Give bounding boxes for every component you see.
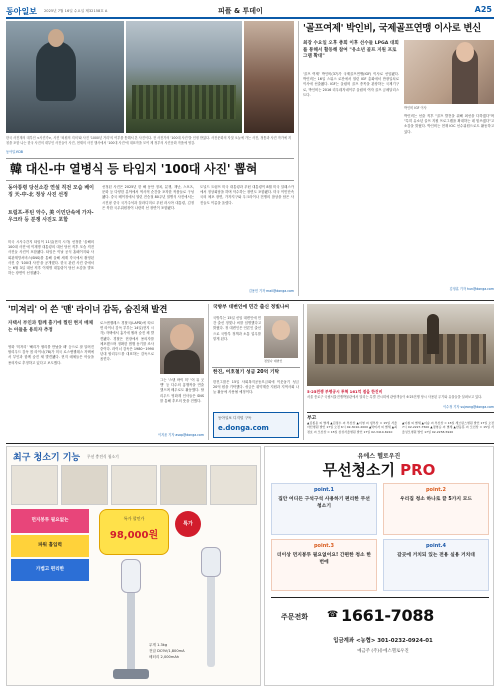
order-phone[interactable]: 1661-7088 xyxy=(341,606,435,625)
vacuum-spec-2: 전압 DC9V/1,800mA xyxy=(149,649,185,653)
hellojin-brand: 유에스 헬로우진 xyxy=(357,453,401,460)
reiner-col1: 영화 '미저리' '해리가 샐리를 만났을 때' 등으로 잘 알려진 할리우드 감독 롭 라이너(78)가 미국 로스앤젤레스 자택에서 부인과 함께 숨진 채 발견됐다. 현지 매체들은 아들을 용의자로 추정하고 있다고 보도했다. xyxy=(8,345,94,365)
person-silhouette xyxy=(36,41,76,101)
top-headline: 韓 대신-中 열병식 등 타임지 '100대 사진' 뽑혀 xyxy=(10,162,258,176)
order-area[interactable] xyxy=(271,597,489,681)
golf-subhead: 최장 수요일 오후 총회 이후 선수들 LPGA 대회를 통해서 활동해 참여 "유소년 골프 지원 프로그램 확대" xyxy=(303,41,399,60)
hanjin-headline: 한진, 어호철기 성금 20억 기탁 xyxy=(213,370,280,375)
top-photo-caption: 한국 사진계의 대부인 <사진가>, 사진 '퇴원의 지의'와 사진 '1000년 거리'의 여부를 통해서 본 사진이다. 전 사진가의 '100대 사진'을 인정 받았다. 사진문화의 자칫 오늘에 가는 사진, 정통과 사진 작가에 지칭을 포함 나는 한국 사진의 대부인 사진들이 사진, 현재의 사진 행사에서 '100대 사진'에 대표작을 모여 제 정부의 사진문화 작품에 영감. xyxy=(6,136,292,145)
point-1-text: 집안 어디든 구석구석 사용하기 편리한 무선청소기 xyxy=(278,497,370,509)
page-number: A25 xyxy=(474,5,492,14)
point-box-1 xyxy=(271,483,377,535)
golfer-photo xyxy=(404,40,494,104)
point-4-label: point.4 xyxy=(425,543,447,549)
reiner-photo xyxy=(160,318,204,374)
visitor-figure xyxy=(427,314,439,354)
hellojin-title-pro: PRO xyxy=(400,461,436,479)
obituary-right: ▲이철 씨 별세 ▲이승 씨 부친상 = 15일 세브란스병원 발인 17일 오전 7시 02-2227-7500 ▲정영순 씨 별세 ▲한동훈 씨 모친상 = 15일 서울성모병원 발인 17일 02-2258-5940 xyxy=(402,421,494,434)
parade-formation xyxy=(132,85,236,119)
top-story-col3: 도널드 트럼프 미국 대통령과 푸틴 대통령이 8월 미국 알래스카에서 정상회담을 하며 악수하는 장면도 포함됐다. 미국 이민단속국의 체포 장면, 가자지구와 우크라이나 전쟁의 참상을 담은 사진들도 이름을 올렸다. xyxy=(200,185,294,205)
point-box-4 xyxy=(383,539,489,591)
obituary-title: 부고 xyxy=(307,416,317,421)
top-subhead: 동아통령 당선소감 연설 직전 모습 베이징 天-中-北 정상 사진 선정 xyxy=(8,185,94,199)
order-holder: 예금주 (주)유에스헬로우진 xyxy=(357,649,409,654)
exhibition-caption: 서울 종로구 국립서울전쟁박물관에서 열리는 특별 전시회에 관람객들이 6·25전쟁 당시 사용된 무기와 유물들을 살펴보고 있다. xyxy=(307,395,483,399)
vacuum-badge: 특가 xyxy=(175,511,201,537)
point-4-text: 갈곳에 거치되 있는 전용 실용 거치대 xyxy=(397,553,475,558)
reiner-byline: 이지윤 기자 asap@donga.com xyxy=(158,433,204,437)
vacuum-thumb-5 xyxy=(210,465,257,505)
point-3-label: point.3 xyxy=(313,543,335,549)
vacuum-spec-1: 무게 1.3kg xyxy=(149,643,168,647)
leaders-photo xyxy=(6,21,124,133)
headline-rule-bottom xyxy=(6,180,294,181)
vacuum-price-sticker xyxy=(99,509,169,555)
point-1-label: point.1 xyxy=(313,487,335,493)
exhibition-caption-title: 5·25전쟁 부평공시 투혁 161억 점을 한진비 xyxy=(307,389,383,394)
column-divider xyxy=(298,21,299,296)
hanjin-text: 한진그룹은 15일 사회복지공동모금회에 이웃돕기 성금 20억 원을 기탁했다. 성금은 취약계층 지원과 지역사회 나눔 활동에 사용될 예정이다. xyxy=(213,380,299,395)
column-divider-2 xyxy=(208,304,209,440)
golf-headline: '골프여제' 박인비, 국제골프연맹 이사로 변신 xyxy=(303,23,481,34)
donga-digital-ad[interactable] xyxy=(213,412,299,438)
vacuum-ad-headline: 최구 청소기 기능 xyxy=(13,453,81,463)
column-divider-3 xyxy=(303,304,304,440)
hellojin-title xyxy=(265,459,493,480)
golf-text-left: '골프 여제' 박인비(37)가 국제골프연맹(IGF) 이사로 선임됐다. 박인비는 16일 스위스 로잔에서 열린 IGF 총회에서 만장일치로 이사에 선출됐다. IGF는 올림픽 골프 종목을 관장하는 국제기구로, 박인비는 2016 리우데자네이루 올림픽 여자 골프 금메달리스트다. xyxy=(303,72,399,97)
point-3-text: 더이상 먼지봉투 필요없어요! 간편한 청소 한번에 xyxy=(277,553,371,565)
top-subhead-2: 트럼프-푸틴 악수, 美 이민단속에 가자-우크라 등 분쟁 사진도 포함 xyxy=(8,210,94,224)
exhibit-display-case xyxy=(315,334,486,364)
golfer-photo-caption: 박인비 IGF 이사 xyxy=(404,106,427,110)
spokesperson-photo xyxy=(264,316,298,358)
vacuum-thumb-4 xyxy=(160,465,207,505)
reiner-headline: '미져리' 어 쓴 '맨' 라이너 감독, 숨진채 발견 xyxy=(8,305,168,315)
top-story-byline: 김용민 기자 mail@donga.com xyxy=(248,289,294,293)
order-account: 입금계좌 <농협> 301-0232-0924-01 xyxy=(333,638,433,644)
vacuum-band-blue: 가볍고 편리한 xyxy=(11,559,89,581)
crowd-photo xyxy=(244,21,294,133)
golf-text-right: 박인비는 선출 직후 "골프 발전을 위해 최선을 다하겠다"며 "특히 유소년 골프 지원 프로그램을 확대하는 데 힘쓰겠다"고 소감을 밝혔다. 박인비는 현재 IOC 선수위원으로도 활동하고 있다. xyxy=(404,114,494,134)
section-rule-middle xyxy=(6,300,494,301)
vacuum-ad-sub: 무선 충전식 청소기 xyxy=(87,454,119,459)
reiner-col2: 로스앤젤레스 경찰국(LAPD)에 따르면 라이너 감독 부부는 14일(현지 시각) 자택에서 흉기에 찔려 숨진 채 발견됐다. 경찰은 현장에서 용의자를 체포했으며 정확한 범행 동기를 조사 중이다. 라이너 감독은 1980~1990년대 할리우드를 대표하는 감독으로 꼽힌다. xyxy=(100,321,154,362)
spokesperson-head xyxy=(272,320,290,340)
header-rule xyxy=(6,17,494,19)
spokesperson-headline: 국방부 대변인에 민간 출신 정빛나씨 xyxy=(213,305,290,310)
point-2-label: point.2 xyxy=(425,487,447,493)
point-box-3 xyxy=(271,539,377,591)
vacuum-product-2-body xyxy=(201,547,221,577)
vacuum-thumb-1 xyxy=(11,465,58,505)
person-head xyxy=(48,29,64,47)
reiner-head xyxy=(170,324,194,350)
vacuum-product-body xyxy=(121,559,141,593)
vacuum-spec-3: 배터리 2,000mAh xyxy=(149,655,180,659)
top-photo-credit: 동아일보DB xyxy=(6,150,23,154)
hellojin-ad[interactable] xyxy=(264,446,494,686)
vacuum-price-label: 특가 할인가 xyxy=(123,516,145,521)
vacuum-thumb-2 xyxy=(61,465,108,505)
order-label: 주문전화 xyxy=(281,613,309,621)
vacuum-product-head xyxy=(113,669,149,679)
digital-ad-sub: 동아일보 디지털 구독 xyxy=(218,416,252,420)
center-rule xyxy=(212,367,300,368)
phone-icon: ☎ xyxy=(327,610,339,620)
vacuum-ad[interactable] xyxy=(6,446,261,686)
golf-byline: 김정훈 기자 hun@donga.com xyxy=(449,287,494,291)
ad-section-rule xyxy=(6,443,494,444)
vacuum-band-yellow: 파워 흡입력 xyxy=(11,535,89,557)
obituary-rule xyxy=(307,412,494,413)
dateline: 2025년 7월 16일 수요일 제32158호 A xyxy=(44,9,108,13)
spokesperson-text: 국방부는 15일 신임 대변인에 민간 출신 정빛나 씨를 임명했다고 밝혔다. 정 대변인은 언론인 출신으로 국방부 정책과 소통 업무를 맡게 된다. xyxy=(213,316,261,341)
hellojin-title-main: 무선청소기 xyxy=(322,461,396,479)
top-story-col1: 미국 시사주간지 타임이 11일(현지 시각) 선정한 '올해의 100대 사진'에 이재명 대통령의 대선 당선 직후 모습 직전 사진들 사진이 포함됐다. 타임은 이날 공식 홈페이지와 사회관계망서비스(SNS)를 통해 올해 세계 각국에서 촬영된 사진 중 '100대 사진'을 공개했다. 한국 관련 사진 중에서는 6월 3일 대선 직후 이재명 대통령이 당선 소감을 발표하는 장면이 선정됐다. xyxy=(8,240,94,276)
spokesperson-photo-caption: 정빛나 대변인 xyxy=(264,359,283,363)
vacuum-thumb-3 xyxy=(111,465,158,505)
section-title: 피플 & 투데이 xyxy=(218,7,263,15)
obituary-left: ▲김종용 씨 별세 ▲김정수 씨 부친상 ▲이영 씨 빙부상 = 15일 서울아산병원 발인 17일 오전 6시 02-3010-2000 ▲박미자 씨 별세 ▲최정호 씨 모친상 = 15일 삼성서울병원 발인 17일 02-3410-6910 xyxy=(307,421,397,434)
exhibition-photo xyxy=(307,304,494,386)
masthead: 동아일보 xyxy=(6,7,37,16)
digital-ad-title: e.donga.com xyxy=(218,424,269,432)
top-story-col2: 선정된 사진은 2025년 한 해 동안 정치, 분쟁, 재난, 스포츠, 문화 등 다양한 분야에서 역사적 순간을 포착한 작품들로 구성됐다. 중국 베이징에서 열린 전승절 80주년 열병식 사진에서는 시진핑 중국 국가주석과 블라디미르 푸틴 러시아 대통령, 김정은 북한 국무위원장이 나란히 선 장면이 포함됐다. xyxy=(102,185,194,210)
reiner-body xyxy=(164,350,200,374)
golfer-head xyxy=(456,42,474,62)
parade-photo xyxy=(126,21,242,133)
vacuum-band-pink: 먼지봉투 필요없는 xyxy=(11,509,89,533)
reiner-col3: 그는 '스탠 바이 미' '어 퓨 굿 맨' 등 다수의 흥행작을 연출했으며 배우로도 활동했다. 할리우드 영화계 인사들은 SNS를 통해 추모의 뜻을 전했다. xyxy=(160,378,204,403)
exhibition-credit: 이수정 기자 sujeong@donga.com xyxy=(443,405,494,409)
point-2-text: 우리집 청소 하나로 끝 5가지 모드 xyxy=(400,497,472,502)
vacuum-thumbnails xyxy=(11,465,257,505)
vacuum-price: 98,000원 xyxy=(109,530,159,541)
point-box-2 xyxy=(383,483,489,535)
reiner-subhead: 자택서 부인과 함께 흉기에 찔린 현지 매체는 아들을 용의자 추정 xyxy=(8,321,94,333)
headline-rule-top xyxy=(6,158,294,159)
